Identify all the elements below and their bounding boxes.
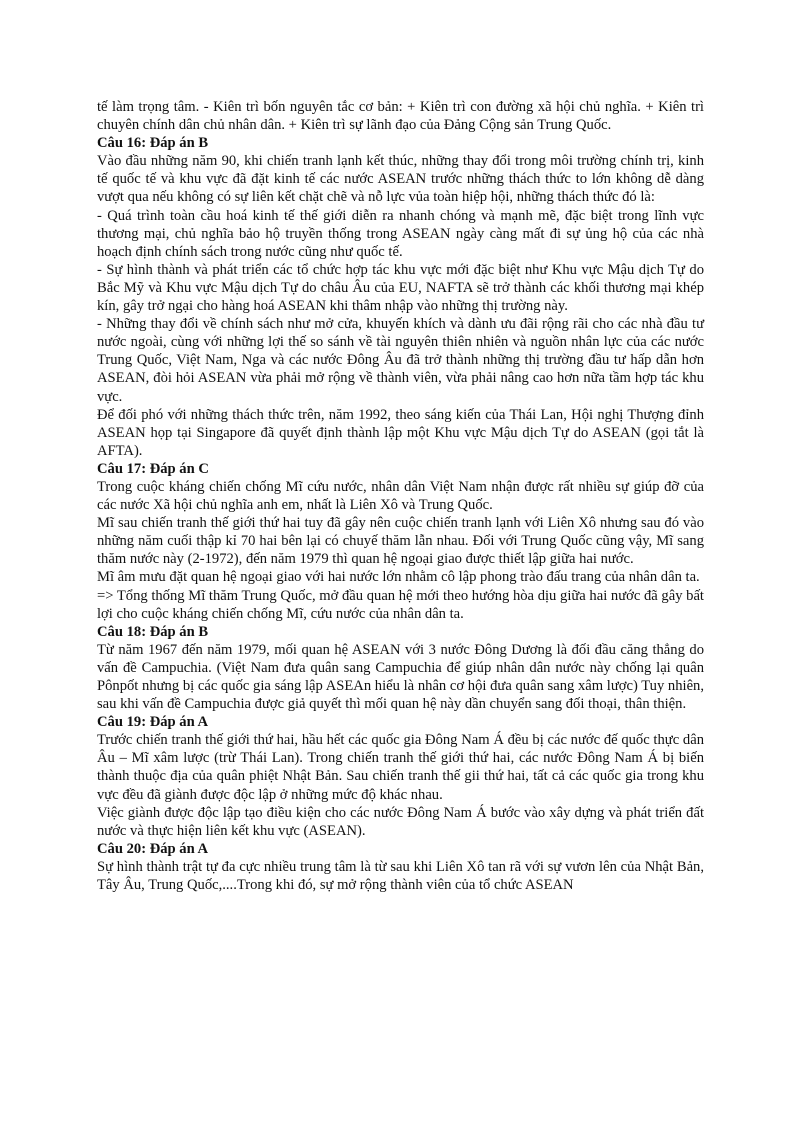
question-heading: Câu 16: Đáp án B [97, 135, 209, 152]
question-heading: Câu 20: Đáp án A [97, 840, 209, 857]
body-paragraph: Vào đầu những năm 90, khi chiến tranh lạnh kết thúc, những thay đổi trong môi trường chính trị, kinh tế quốc tế và khu vực đã đặt kinh tế các nước ASEAN trước những thách thức to lớn không dễ dàng vượt qua nếu không có sự liên kết chặt chẽ và nỗ lực vủa toàn hiệp hội, những thách thức đó là: [97, 153, 704, 206]
body-paragraph: - Những thay đổi về chính sách như mở cửa, khuyến khích và dành ưu đãi rộng rãi cho các nhà đầu tư nước ngoài, cùng với những lợi thế so sánh về tài nguyên thiên nhiên và nguồn nhân lực của các nước Trung Quốc, Việt Nam, Nga và các nước Đông Âu đã trở thành những thị trường đầu tư hấp dẫn hơn ASEAN, đòi hỏi ASEAN vừa phải mở rộng về thành viên, vừa phải nâng cao hơn nữa tầm hợp tác khu vực. [97, 316, 704, 405]
body-paragraph: Sự hình thành trật tự đa cực nhiều trung tâm là từ sau khi Liên Xô tan rã với sự vươn lên của Nhật Bản, Tây Âu, Trung Quốc,....Trong khi đó, sự mở rộng thành viên của tổ chức ASEAN [97, 858, 704, 894]
body-paragraph: => Tổng thống Mĩ thăm Trung Quốc, mở đầu quan hệ mới theo hướng hòa dịu giữa hai nước đã gây bất lợi cho cuộc kháng chiến chống Mĩ, cứu nước của nhân dân ta. [97, 587, 704, 622]
body-paragraph: Mĩ sau chiến tranh thế giới thứ hai tuy đã gây nên cuộc chiến tranh lạnh với Liên Xô nhưng sau đó vào những năm cuối thập kỉ 70 hai bên lại có chuyế thăm lẫn nhau. Đối với Trung Quốc cũng vậy, Mĩ sang thăm nước này (2-1972), đến năm 1979 thì quan hệ ngoại giao được thiết lập giữa hai nước. [97, 515, 704, 568]
body-paragraph: Để đối phó với những thách thức trên, năm 1992, theo sáng kiến của Thái Lan, Hội nghị Thượng đỉnh ASEAN họp tại Singapore đã quyết định thành lập một Khu vực Mậu dịch Tự do ASEAN (gọi tắt là AFTA). [97, 406, 704, 459]
question-heading: Câu 17: Đáp án C [97, 460, 209, 477]
body-paragraph: tế làm trọng tâm. - Kiên trì bốn nguyên tắc cơ bản: + Kiên trì con đường xã hội chủ nghĩa. + Kiên trì chuyên chính dân chủ nhân dân. + Kiên trì sự lãnh đạo của Đảng Cộng sản Trung Quốc. [97, 99, 704, 134]
body-paragraph: Trong cuộc kháng chiến chống Mĩ cứu nước, nhân dân Việt Nam nhận được rất nhiều sự giúp đỡ của các nước Xã hội chủ nghĩa anh em, nhất là Liên Xô và Trung Quốc. [97, 478, 704, 514]
body-paragraph: Trước chiến tranh thế giới thứ hai, hầu hết các quốc gia Đông Nam Á đều bị các nước đế quốc thực dân Âu – Mĩ xâm lược (trừ Thái Lan). Trong chiến tranh thế giới thứ hai, các nước Đông Nam Á bị biến thành thuộc địa của quân phiệt Nhật Bản. Sau chiến tranh thế gii thứ hai, tất cả các quốc gia trong khu vực đều đã giành được độc lập ở những mức độ khác nhau. [97, 732, 704, 803]
body-paragraph: Việc giành được độc lập tạo điều kiện cho các nước Đông Nam Á bước vào xây dựng và phát triển đất nước và thực hiện liên kết khu vực (ASEAN). [97, 804, 704, 839]
question-heading: Câu 19: Đáp án A [97, 714, 209, 731]
body-paragraph: Từ năm 1967 đến năm 1979, mối quan hệ ASEAN với 3 nước Đông Dương là đối đầu căng thẳng do vấn đề Campuchia. (Việt Nam đưa quân sang Campuchia để giúp nhân dân nước này chống lại quân Pônpốt nhưng bị các quốc gia sáng lập ASEAn hiểu là nhân cơ hội đưa quân sang xâm lược) Tuy nhiên, sau khi vấn đề Campuchia được giả quyết thì mối quan hệ này dần chuyển sang đối thoại, thân thiện. [97, 641, 704, 713]
question-heading: Câu 18: Đáp án B [97, 623, 209, 640]
body-paragraph: - Sự hình thành và phát triển các tổ chức hợp tác khu vực mới đặc biệt như Khu vực Mậu dịch Tự do Bắc Mỹ và Khu vực Mậu dịch Tự do châu Âu của EU, NAFTA sẽ trở thành các khối thương mại khép kín, gây trở ngại cho hàng hoá ASEAN khi thâm nhập vào những thị trường này. [97, 261, 704, 315]
body-paragraph: Mĩ âm mưu đặt quan hệ ngoại giao với hai nước lớn nhằm cô lập phong trào đấu trang của nhân dân ta. [97, 569, 700, 586]
body-paragraph: - Quá trình toàn cầu hoá kinh tế thế giới diễn ra nhanh chóng và mạnh mẽ, đặc biệt trong lĩnh vực thương mại, chủ nghĩa bảo hộ truyền thống trong ASEAN ngày càng mất đi sự ủng hộ của các nhà hoạch định chính sách trong nước cũng như quốc tế. [97, 207, 704, 260]
